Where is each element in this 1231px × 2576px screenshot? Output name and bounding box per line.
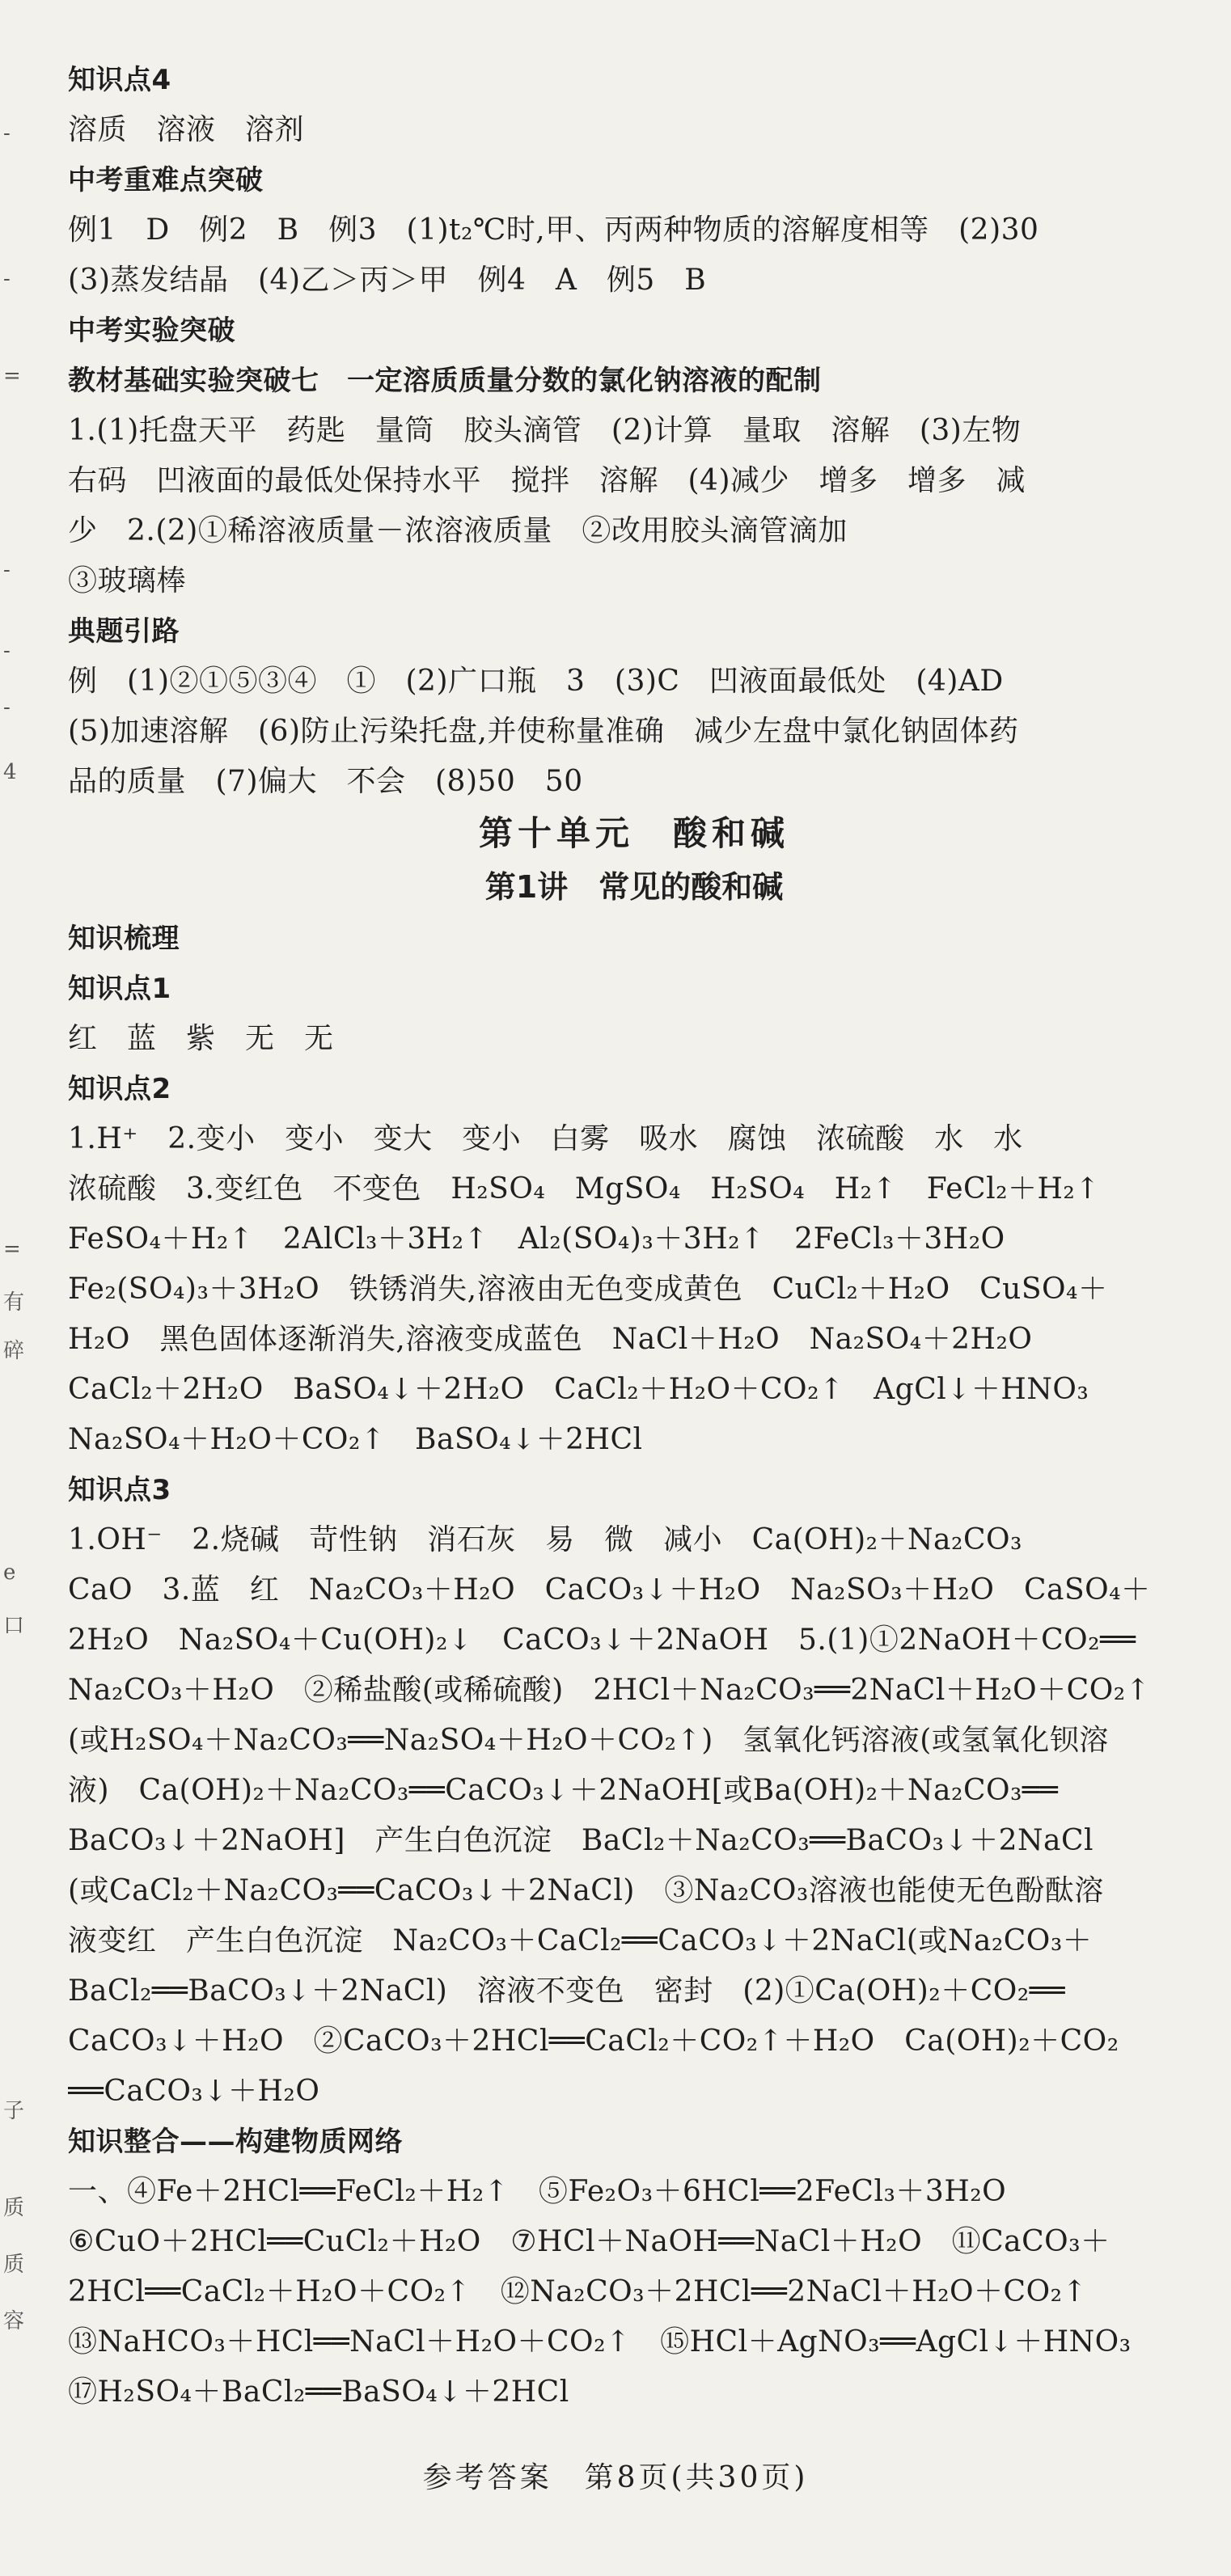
answer-line: BaCl₂══BaCO₃↓＋2NaCl) 溶液不变色 密封 (2)①Ca(OH)₂＋CO₂══ xyxy=(68,1974,1066,2008)
answer-line: (5)加速溶解 (6)防止污染托盘,并使称量准确 减少左盘中氯化钠固体药 xyxy=(68,715,1019,748)
section-heading: 知识点4 xyxy=(68,64,171,96)
answer-line: 溶质 溶液 溶剂 xyxy=(68,113,305,146)
section-heading: 知识点1 xyxy=(68,973,171,1005)
answer-line: 例 (1)②①⑤③④ ① (2)广口瓶 3 (3)C 凹液面最低处 (4)AD xyxy=(68,665,1004,698)
margin-mark: e xyxy=(3,1560,16,1585)
margin-mark: - xyxy=(3,267,11,291)
lesson-title: 第1讲 常见的酸和碱 xyxy=(484,869,784,905)
margin-mark: - xyxy=(3,121,11,146)
margin-mark: - xyxy=(3,695,11,720)
section-heading: 知识点2 xyxy=(68,1073,171,1105)
page-footer: 参考答案 第8页(共30页) xyxy=(422,2461,809,2494)
answer-line: Na₂CO₃＋H₂O ②稀盐酸(或稀硫酸) 2HCl＋Na₂CO₃══2NaCl＋H₂O＋CO₂↑ xyxy=(68,1674,1151,1707)
answer-line: ⑰H₂SO₄＋BaCl₂══BaSO₄↓＋2HCl xyxy=(68,2375,569,2409)
margin-mark: - xyxy=(3,558,11,582)
margin-mark: 质 xyxy=(3,2196,25,2220)
answer-line: Fe₂(SO₄)₃＋3H₂O 铁锈消失,溶液由无色变成黄色 CuCl₂＋H₂O CuSO₄＋ xyxy=(68,1273,1108,1306)
margin-mark: - xyxy=(3,639,11,663)
answer-line: (或H₂SO₄＋Na₂CO₃══Na₂SO₄＋H₂O＋CO₂↑) 氢氧化钙溶液(或氢氧化钡溶 xyxy=(68,1724,1109,1757)
section-heading: 典题引路 xyxy=(68,615,180,648)
margin-mark: 质 xyxy=(3,2253,25,2277)
section-heading: 知识梳理 xyxy=(68,923,180,955)
margin-mark: = xyxy=(3,1237,21,1261)
answer-line: (或CaCl₂＋Na₂CO₃══CaCO₃↓＋2NaCl) ③Na₂CO₃溶液也能使无色酚酞溶 xyxy=(68,1874,1104,1907)
answer-line: 2H₂O Na₂SO₄＋Cu(OH)₂↓ CaCO₃↓＋2NaOH 5.(1)①2NaOH＋CO₂══ xyxy=(68,1624,1136,1657)
margin-mark: 碎 xyxy=(3,1339,25,1363)
answer-line: 液变红 产生白色沉淀 Na₂CO₃＋CaCl₂══CaCO₃↓＋2NaCl(或Na₂CO₃＋ xyxy=(68,1924,1093,1957)
answer-line: CaO 3.蓝 红 Na₂CO₃＋H₂O CaCO₃↓＋H₂O Na₂SO₃＋H₂O CaSO₄＋ xyxy=(68,1573,1151,1607)
answer-line: CaCl₂＋2H₂O BaSO₄↓＋2H₂O CaCl₂＋H₂O＋CO₂↑ AgCl↓＋HNO₃ xyxy=(68,1373,1089,1406)
answer-line: Na₂SO₄＋H₂O＋CO₂↑ BaSO₄↓＋2HCl xyxy=(68,1423,643,1456)
answer-line: ③玻璃棒 xyxy=(68,564,187,598)
answer-line: CaCO₃↓＋H₂O ②CaCO₃＋2HCl══CaCl₂＋CO₂↑＋H₂O Ca(OH)₂＋CO₂ xyxy=(68,2025,1119,2058)
answer-line: (3)蒸发结晶 (4)乙＞丙＞甲 例4 A 例5 B xyxy=(68,264,707,297)
answer-line: 少 2.(2)①稀溶液质量－浓溶液质量 ②改用胶头滴管滴加 xyxy=(68,514,848,547)
answer-line: 1.(1)托盘天平 药匙 量筒 胶头滴管 (2)计算 量取 溶解 (3)左物 xyxy=(68,414,1022,447)
margin-mark: 容 xyxy=(3,2309,25,2333)
answer-line: BaCO₃↓＋2NaOH] 产生白色沉淀 BaCl₂＋Na₂CO₃══BaCO₃↓＋2NaCl xyxy=(68,1824,1094,1857)
answer-line: 品的质量 (7)偏大 不会 (8)50 50 xyxy=(68,765,583,798)
answer-line: 一、④Fe＋2HCl══FeCl₂＋H₂↑ ⑤Fe₂O₃＋6HCl══2FeCl₃＋3H₂O xyxy=(68,2175,1007,2208)
section-heading: 知识整合——构建物质网络 xyxy=(68,2126,403,2158)
binding-margin-marks xyxy=(0,0,32,2576)
answer-line: 例1 D 例2 B 例3 (1)t₂℃时,甲、丙两种物质的溶解度相等 (2)30 xyxy=(68,213,1039,247)
answer-line: 1.H⁺ 2.变小 变小 变大 变小 白雾 吸水 腐蚀 浓硫酸 水 水 xyxy=(68,1122,1023,1155)
answer-line: ══CaCO₃↓＋H₂O xyxy=(68,2075,320,2108)
answer-line: 2HCl══CaCl₂＋H₂O＋CO₂↑ ⑫Na₂CO₃＋2HCl══2NaCl＋H₂O＋CO₂↑ xyxy=(68,2275,1088,2308)
answer-line: 右码 凹液面的最低处保持水平 搅拌 溶解 (4)减少 增多 增多 减 xyxy=(68,464,1026,497)
unit-title: 第十单元 酸和碱 xyxy=(478,813,789,853)
margin-mark: 口 xyxy=(3,1614,25,1638)
margin-mark: 子 xyxy=(3,2099,25,2123)
section-heading: 教材基础实验突破七 一定溶质质量分数的氯化钠溶液的配制 xyxy=(68,365,822,397)
answer-line: 液) Ca(OH)₂＋Na₂CO₃══CaCO₃↓＋2NaOH[或Ba(OH)₂＋Na₂CO₃══ xyxy=(68,1774,1059,1807)
section-heading: 中考实验突破 xyxy=(68,315,235,347)
section-heading: 中考重难点突破 xyxy=(68,164,264,196)
answer-line: 1.OH⁻ 2.烧碱 苛性钠 消石灰 易 微 减小 Ca(OH)₂＋Na₂CO₃ xyxy=(68,1523,1022,1556)
answer-line: 浓硫酸 3.变红色 不变色 H₂SO₄ MgSO₄ H₂SO₄ H₂↑ FeCl₂＋H₂↑ xyxy=(68,1172,1101,1206)
margin-mark: = xyxy=(3,364,21,388)
answer-line: 红 蓝 紫 无 无 xyxy=(68,1022,334,1055)
section-heading: 知识点3 xyxy=(68,1474,171,1506)
answer-line: H₂O 黑色固体逐渐消失,溶液变成蓝色 NaCl＋H₂O Na₂SO₄＋2H₂O xyxy=(68,1323,1033,1356)
answer-content xyxy=(68,55,1200,2418)
margin-mark: 4 xyxy=(3,760,17,784)
answer-line: ⑥CuO＋2HCl══CuCl₂＋H₂O ⑦HCl＋NaOH══NaCl＋H₂O ⑪CaCO₃＋ xyxy=(68,2225,1110,2258)
answer-line: FeSO₄＋H₂↑ 2AlCl₃＋3H₂↑ Al₂(SO₄)₃＋3H₂↑ 2FeCl₃＋3H₂O xyxy=(68,1223,1005,1256)
margin-mark: 有 xyxy=(3,1290,25,1315)
answer-line: ⑬NaHCO₃＋HCl══NaCl＋H₂O＋CO₂↑ ⑮HCl＋AgNO₃══AgCl↓＋HNO₃ xyxy=(68,2325,1132,2359)
